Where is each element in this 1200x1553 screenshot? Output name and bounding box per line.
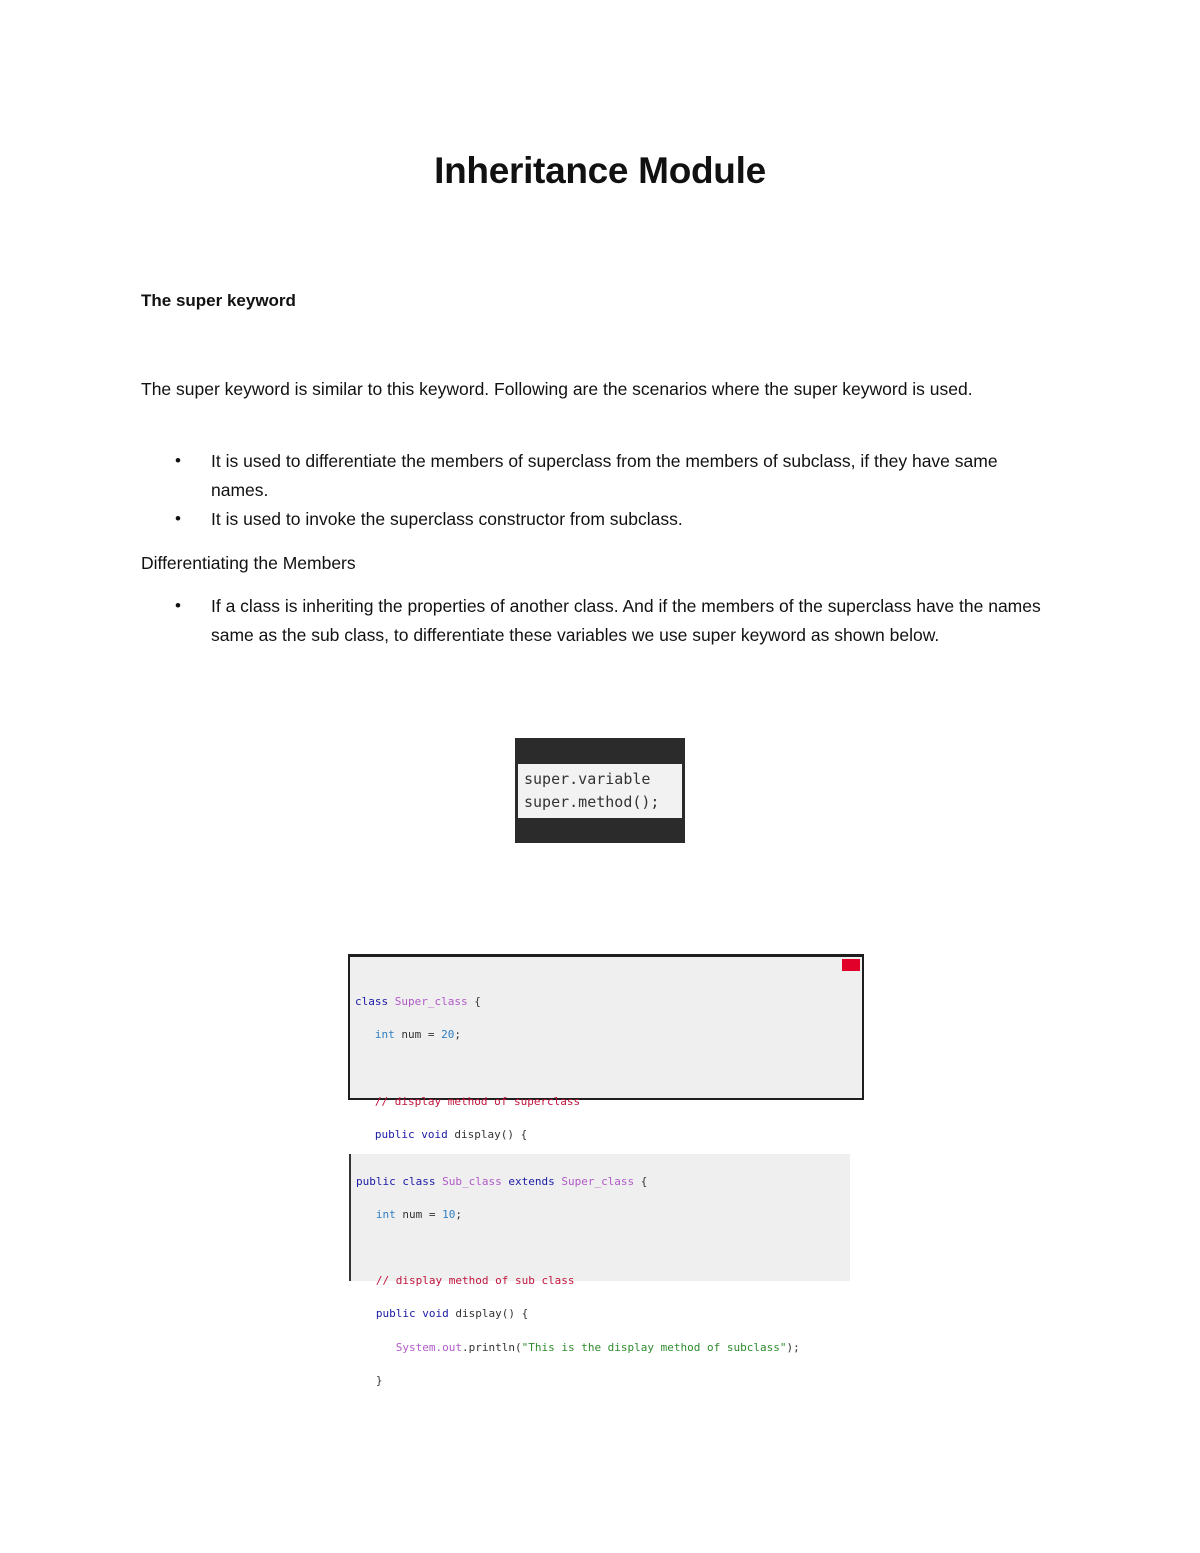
intro-paragraph: The super keyword is similar to this keyword. Following are the scenarios where the super keyword is used. [141,379,973,399]
list-item [141,592,1056,649]
code-line: System.out.println("This is the display method of subclass"); [395,1340,800,1354]
snippet-body [518,764,682,818]
list-item [141,447,1056,504]
code-line [356,1240,850,1257]
code-line: super.variable [524,770,651,788]
bullet-icon: • [175,596,181,615]
bullet-icon: • [175,451,181,470]
uses-list [141,447,1056,535]
code-line [355,1061,862,1078]
code-line: } [375,1373,383,1387]
close-icon [842,959,860,971]
code-line: class Super_class { [355,995,481,1009]
code-line: public void display() { [374,1127,528,1141]
code-line: public class Sub_class extends Super_class { [356,1174,648,1188]
code-line: super.method(); [524,793,660,811]
super-syntax-snippet [515,738,685,843]
list-item-text: It is used to differentiate the members of superclass from the members of subclass, if they have same names. [211,451,998,500]
list-item [141,505,1056,534]
code-line: // display method of superclass [374,1094,581,1108]
member-points-list [141,592,1056,650]
section-heading: The super keyword [141,291,296,310]
code-line: int num = 20; [374,1028,461,1042]
list-item-text: It is used to invoke the superclass constructor from subclass. [211,509,683,529]
list-item-text: If a class is inheriting the properties of another class. And if the members of the superclass have the names same as the sub class, to differentiate these variables we use super keyword as shown below. [211,596,1041,645]
bullet-icon: • [175,509,181,528]
page-title: Inheritance Module [434,150,766,191]
superclass-code-snippet [348,954,864,1141]
code-line: public void display() { [375,1307,529,1321]
subsection-heading: Differentiating the Members [141,553,356,573]
code-line: // display method of sub class [375,1274,575,1288]
code-line: int num = 10; [375,1207,462,1221]
subclass-code-snippet [349,1154,850,1387]
